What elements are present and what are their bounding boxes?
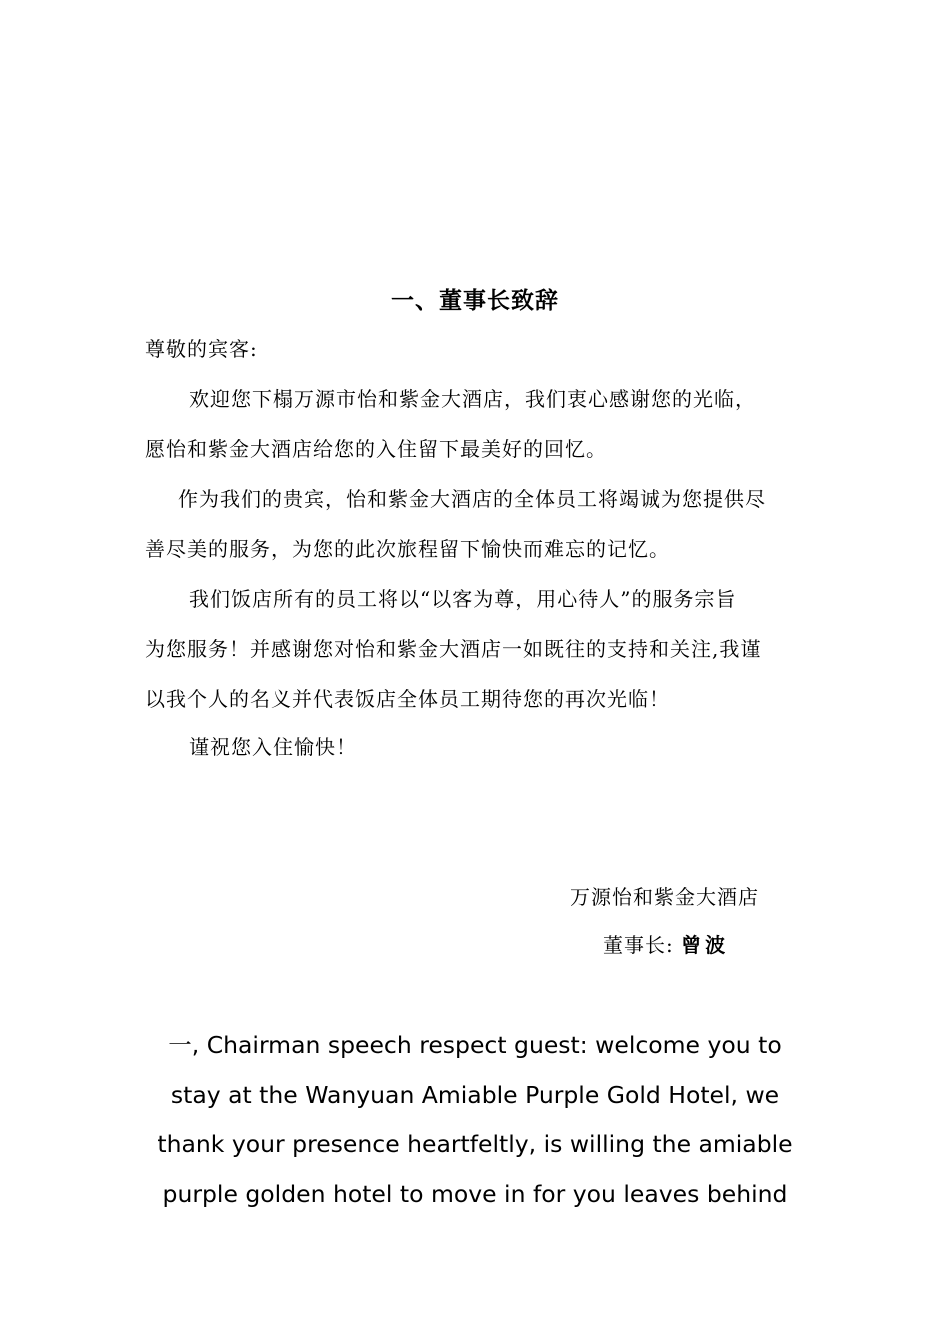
paragraph-wishes	[145, 722, 810, 772]
paragraph-line: 欢迎您下榻万源市怡和紫金大酒店，我们衷心感谢您的光临，	[189, 387, 756, 411]
english-line: purple golden hotel to move in for you leaves behind	[162, 1179, 788, 1208]
english-line: stay at the Wanyuan Amiable Purple Gold Hotel, we	[170, 1080, 780, 1109]
section-heading: 一、董事长致辞	[391, 287, 559, 314]
salutation: 尊敬的宾客:	[145, 337, 258, 361]
paragraph-line: 为您服务！并感谢您对怡和紫金大酒店一如既往的支持和关注,我谨	[145, 637, 762, 661]
paragraph-line: 以我个人的名义并代表饭店全体员工期待您的再次光临！	[145, 687, 670, 711]
signature-name: 曾波	[681, 933, 730, 957]
paragraph-line: 作为我们的贵宾，怡和紫金大酒店的全体员工将竭诚为您提供尽	[178, 487, 766, 511]
paragraph-service	[145, 474, 810, 574]
paragraph-line: 善尽美的服务，为您的此次旅程留下愉快而难忘的记忆。	[145, 537, 670, 561]
paragraph-line: 愿怡和紫金大酒店给您的入住留下最美好的回忆。	[145, 437, 607, 461]
english-line: 一, Chairman speech respect guest: welcome you to	[168, 1031, 782, 1059]
paragraph-principle	[145, 574, 810, 724]
english-line: thank your presence heartfeltly, is willing the amiable	[157, 1130, 793, 1158]
signature-organization: 万源怡和紫金大酒店	[570, 885, 759, 909]
signature-title-label: 董事长:	[603, 933, 674, 957]
paragraph-line: 谨祝您入住愉快！	[189, 735, 357, 759]
paragraph-welcome	[145, 374, 810, 474]
paragraph-line: 我们饭店所有的员工将以“以客为尊，用心待人”的服务宗旨	[189, 587, 737, 611]
signature-title	[603, 920, 729, 970]
english-translation	[140, 1021, 810, 1219]
